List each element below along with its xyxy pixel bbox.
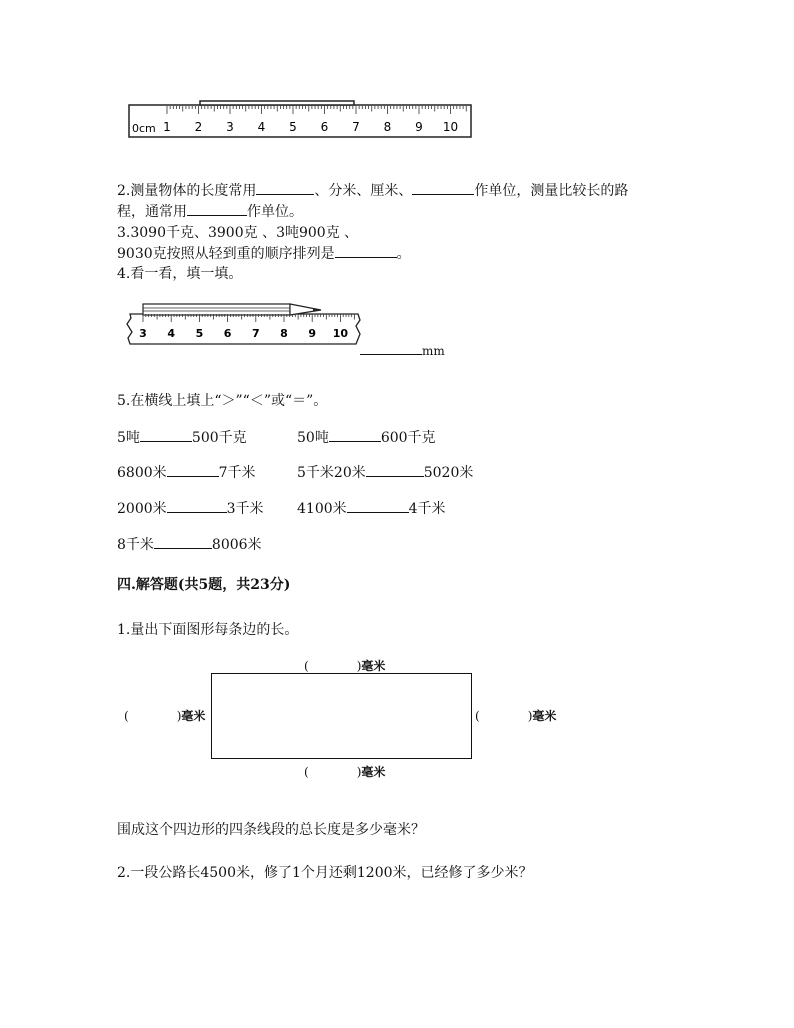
ruler-tick-label: 5 [195, 327, 204, 340]
unit-label: 毫米 [361, 765, 386, 779]
question-2-line-2 [117, 201, 303, 221]
comparison-right: 7千米 [218, 465, 256, 481]
comparison-item [117, 427, 247, 447]
ruler-tick-label: 7 [352, 120, 360, 134]
ruler-tick-label: 8 [383, 120, 392, 134]
ruler-tick-label: 8 [280, 327, 288, 340]
question-2-text-c: 作单位，测量比较长的路 [474, 183, 629, 199]
paren-close: ) [527, 709, 533, 723]
ruler-tick-label: 3 [139, 327, 147, 340]
comparison-left: 2000米 [117, 501, 167, 517]
answer-blank[interactable] [366, 462, 424, 477]
ruler-tick-label: 9 [308, 327, 317, 340]
answer-blank[interactable] [154, 534, 212, 549]
comparison-right: 8006米 [211, 537, 262, 553]
ruler-tick-label: 4 [167, 327, 176, 340]
section-4-question-1: 1.量出下面图形每条边的长。 [117, 622, 299, 638]
comparison-left: 5千米20米 [297, 465, 366, 481]
answer-blank[interactable] [480, 706, 528, 720]
answer-blank[interactable] [347, 498, 409, 513]
rectangle-figure [211, 673, 472, 759]
ruler-tick-label: 5 [289, 120, 297, 134]
answer-blank[interactable] [187, 201, 247, 216]
answer-blank[interactable] [335, 243, 397, 258]
question-4-title: 4.看一看，填一填。 [117, 266, 243, 282]
answer-blank[interactable] [140, 427, 192, 442]
top-side-label [304, 656, 385, 674]
comparison-left: 50吨 [297, 430, 329, 446]
answer-blank[interactable] [329, 427, 381, 442]
comparison-left: 6800米 [117, 465, 167, 481]
ruler-tick-label: 2 [194, 120, 203, 134]
comparison-right: 500千克 [191, 430, 247, 446]
question-3-line-2 [117, 243, 411, 263]
ruler-tick-label: 3 [226, 120, 234, 134]
ruler-tick-label: 6 [320, 120, 329, 134]
ruler-tick-label: 4 [257, 120, 266, 134]
right-side-label [475, 706, 556, 724]
question-3-text-b: 。 [396, 246, 411, 262]
comparison-left: 8千米 [117, 537, 154, 553]
section-4-title: 四.解答题(共5题，共23分) [117, 577, 291, 593]
comparison-right: 3千米 [226, 501, 264, 517]
ruler-tick-label: 7 [251, 327, 260, 340]
ruler-tick-label: 10 [332, 327, 349, 340]
answer-blank[interactable] [256, 180, 314, 195]
question-2-text-e: 作单位。 [247, 204, 303, 220]
answer-blank[interactable] [360, 340, 422, 355]
question-4-answer [360, 340, 445, 359]
unit-label: 毫米 [181, 709, 206, 723]
question-2-text-b: 、分米、厘米、 [314, 183, 413, 199]
answer-blank[interactable] [412, 180, 474, 195]
comparison-item [117, 498, 264, 518]
ruler-pencil-image [124, 300, 364, 352]
ruler-tick-label: 6 [223, 327, 232, 340]
answer-blank[interactable] [167, 462, 219, 477]
paren-open: ( [304, 765, 309, 779]
paren-open: ( [475, 709, 480, 723]
paren-close: ) [356, 659, 362, 673]
ruler-image-1 [128, 98, 473, 140]
comparison-item [297, 427, 436, 447]
question-2-text-a: 2.测量物体的长度常用 [117, 183, 257, 199]
comparison-left: 4100米 [297, 501, 347, 517]
answer-blank[interactable] [309, 656, 357, 670]
comparison-right: 600千克 [380, 430, 436, 446]
question-3-line-1: 3.3090千克、3900克 、3吨900克 、 [117, 225, 359, 241]
comparison-right: 5020米 [423, 465, 474, 481]
unit-label: 毫米 [361, 659, 386, 673]
comparison-right: 4千米 [408, 501, 446, 517]
paren-open: ( [124, 709, 129, 723]
perimeter-question: 围成这个四边形的四条线段的总长度是多少毫米？ [117, 822, 425, 838]
answer-blank[interactable] [167, 498, 227, 513]
question-5-title: 5.在横线上填上“＞”“＜”或“＝”。 [117, 393, 328, 409]
comparison-item [117, 534, 262, 554]
paren-close: ) [176, 709, 182, 723]
question-2-text-d: 程，通常用 [117, 204, 187, 220]
paren-open: ( [304, 659, 309, 673]
question-2-line-1 [117, 180, 628, 200]
ruler-unit-label: 0cm [132, 122, 156, 135]
answer-blank[interactable] [129, 706, 177, 720]
unit-mm: mm [422, 344, 445, 358]
ruler-tick-label: 9 [415, 120, 423, 134]
comparison-left: 5吨 [117, 430, 140, 446]
left-side-label [124, 706, 205, 724]
ruler-tick-label: 10 [442, 120, 459, 134]
bottom-side-label [304, 762, 385, 780]
comparison-item [297, 498, 446, 518]
unit-label: 毫米 [532, 709, 557, 723]
comparison-item [297, 462, 473, 482]
ruler-tick-label: 1 [163, 120, 171, 134]
paren-close: ) [356, 765, 362, 779]
section-4-question-2: 2.一段公路长4500米，修了1个月还剩1200米，已经修了多少米？ [117, 865, 533, 881]
question-3-text-a: 9030克按照从轻到重的顺序排列是 [117, 246, 335, 262]
comparison-item [117, 462, 256, 482]
answer-blank[interactable] [309, 762, 357, 776]
